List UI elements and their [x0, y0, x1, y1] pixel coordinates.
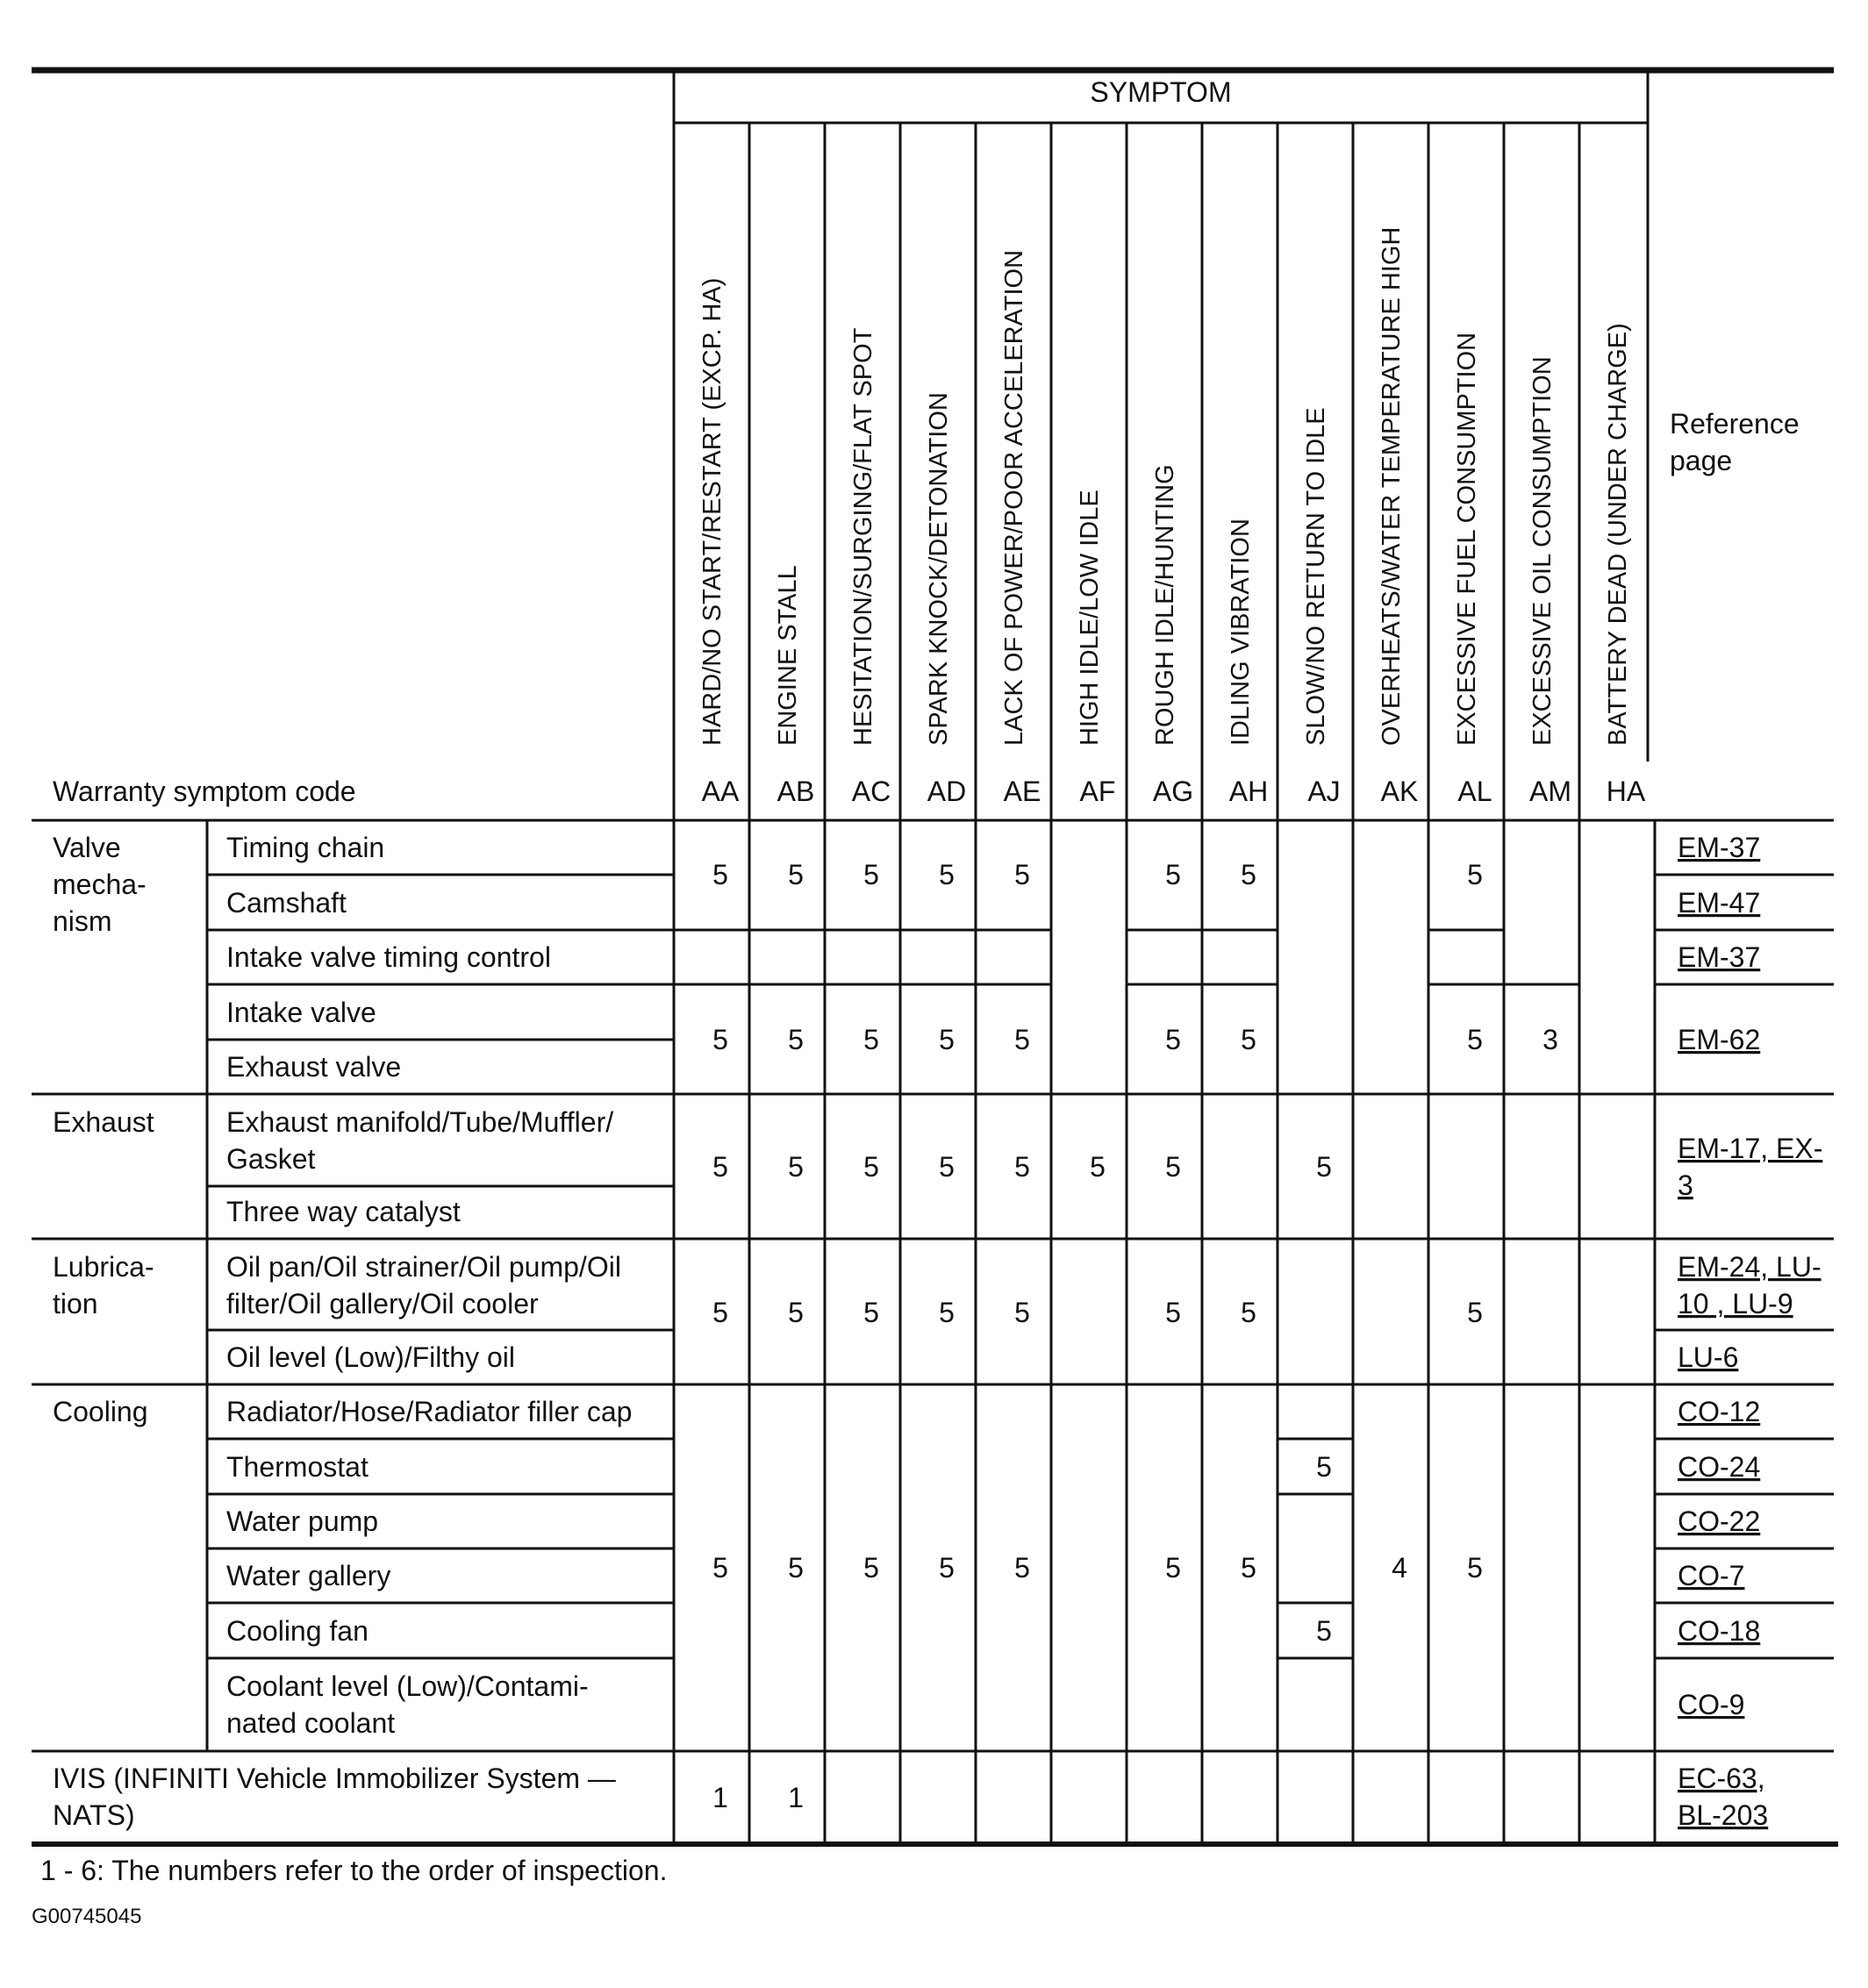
code-al: AL	[1457, 776, 1492, 807]
group-lubrication-line2: tion	[53, 1288, 98, 1319]
value-cell: 5	[712, 859, 728, 890]
item-cooling-fan: Cooling fan	[226, 1615, 369, 1647]
code-ah: AH	[1228, 776, 1269, 807]
reference-header-line2: page	[1670, 445, 1733, 476]
item-exhaust-manifold-line2: Gasket	[226, 1143, 316, 1175]
value-cell: 5	[712, 1552, 728, 1584]
item-radiator: Radiator/Hose/Radiator filler cap	[226, 1396, 633, 1427]
ref-radiator[interactable]: CO-12	[1678, 1396, 1761, 1427]
value-cell: 4	[1392, 1552, 1407, 1584]
item-coolant-level-line2: nated coolant	[226, 1707, 396, 1739]
ref-thermostat[interactable]: CO-24	[1678, 1451, 1761, 1483]
ref-exhaust-line2[interactable]: 3	[1678, 1169, 1693, 1201]
code-ae: AE	[1003, 776, 1041, 807]
symptom-label-am: EXCESSIVE OIL CONSUMPTION	[1528, 356, 1557, 746]
value-cell-cooling-fan-aj: 5	[1316, 1615, 1332, 1647]
value-cell: 5	[712, 1151, 728, 1183]
code-ha: HA	[1606, 776, 1646, 807]
warranty-label: Warranty symptom code	[53, 776, 356, 807]
value-cell: 5	[1467, 1024, 1483, 1055]
code-ab: AB	[777, 776, 815, 807]
value-cell: 5	[1014, 859, 1030, 890]
ref-exhaust-line1[interactable]: EM-17, EX-	[1678, 1133, 1823, 1164]
values-cooling	[712, 1451, 1483, 1647]
value-cell-ivis-aa: 1	[712, 1782, 728, 1813]
code-ac: AC	[851, 776, 891, 807]
item-water-gallery: Water gallery	[226, 1560, 391, 1591]
values-timing-camshaft	[712, 859, 1483, 890]
value-cell: 5	[1241, 1552, 1256, 1584]
values-exhaust	[712, 1151, 1332, 1183]
code-aj: AJ	[1307, 776, 1341, 807]
value-cell: 5	[1090, 1151, 1106, 1183]
value-cell: 5	[1165, 1552, 1181, 1584]
group-lubrication-line1: Lubrica-	[53, 1251, 154, 1283]
group-cooling: Cooling	[53, 1396, 148, 1427]
item-exhaust-valve: Exhaust valve	[226, 1051, 402, 1083]
value-cell: 5	[1014, 1151, 1030, 1183]
value-cell: 5	[1241, 1297, 1256, 1328]
value-cell: 5	[712, 1297, 728, 1328]
group-valve-line3: nism	[53, 905, 112, 937]
value-cell-thermostat-aj: 5	[1316, 1451, 1332, 1483]
item-three-way-catalyst: Three way catalyst	[226, 1196, 461, 1227]
value-cell: 5	[1241, 1024, 1256, 1055]
item-thermostat: Thermostat	[226, 1451, 369, 1483]
item-coolant-level-line1: Coolant level (Low)/Contami-	[226, 1670, 589, 1702]
value-cell: 5	[863, 859, 879, 890]
group-exhaust: Exhaust	[53, 1106, 154, 1138]
value-cell: 5	[1165, 1151, 1181, 1183]
value-cell: 5	[863, 1552, 879, 1584]
value-cell: 5	[1316, 1151, 1332, 1183]
group-ivis-line1: IVIS (INFINITI Vehicle Immobilizer System —	[53, 1763, 616, 1794]
symptom-label-af: HIGH IDLE/LOW IDLE	[1076, 490, 1104, 746]
figure-id: G00745045	[32, 1905, 142, 1928]
value-cell: 5	[788, 859, 804, 890]
symptom-label-ha: BATTERY DEAD (UNDER CHARGE)	[1604, 323, 1632, 746]
value-cell: 5	[863, 1151, 879, 1183]
values-lubrication	[712, 1297, 1483, 1328]
ref-timing-chain[interactable]: EM-37	[1678, 832, 1761, 863]
value-cell: 5	[939, 859, 955, 890]
ref-coolant-level[interactable]: CO-9	[1678, 1689, 1745, 1720]
code-ak: AK	[1380, 776, 1419, 807]
value-cell: 5	[1014, 1024, 1030, 1055]
value-cell: 5	[939, 1024, 955, 1055]
symptom-label-ah: IDLING VIBRATION	[1227, 518, 1255, 746]
symptom-label-ak: OVERHEATS/WATER TEMPERATURE HIGH	[1378, 226, 1406, 746]
footnote: 1 - 6: The numbers refer to the order of inspection.	[40, 1855, 668, 1886]
value-cell: 5	[1467, 1552, 1483, 1584]
values-intake-exhaust-valve	[712, 1024, 1558, 1055]
ref-ivis-line1[interactable]: EC-63,	[1678, 1763, 1765, 1794]
code-ag: AG	[1152, 776, 1194, 807]
symptom-label-ad: SPARK KNOCK/DETONATION	[925, 392, 953, 746]
value-cell: 5	[1014, 1552, 1030, 1584]
symptom-label-aa: HARD/NO START/RESTART (EXCP. HA)	[698, 277, 726, 746]
value-cell: 5	[1467, 859, 1483, 890]
value-cell: 5	[788, 1297, 804, 1328]
value-cell: 5	[1241, 859, 1256, 890]
value-cell: 5	[939, 1297, 955, 1328]
item-intake-valve-timing: Intake valve timing control	[226, 941, 551, 973]
value-cell: 5	[788, 1024, 804, 1055]
item-oil-level: Oil level (Low)/Filthy oil	[226, 1341, 515, 1373]
value-cell-ivis-ab: 1	[788, 1782, 804, 1813]
value-cell: 5	[1467, 1297, 1483, 1328]
ref-cooling-fan[interactable]: CO-18	[1678, 1615, 1761, 1647]
symptom-label-ae: LACK OF POWER/POOR ACCELERATION	[1000, 249, 1028, 746]
ref-camshaft[interactable]: EM-47	[1678, 887, 1761, 919]
code-am: AM	[1529, 776, 1571, 807]
ref-intake-valve-timing[interactable]: EM-37	[1678, 941, 1761, 973]
value-cell: 5	[788, 1552, 804, 1584]
value-cell: 5	[1165, 859, 1181, 890]
ref-lubrication-line1[interactable]: EM-24, LU-	[1678, 1251, 1821, 1283]
item-intake-valve: Intake valve	[226, 997, 376, 1028]
value-cell: 5	[1165, 1024, 1181, 1055]
value-cell: 5	[863, 1297, 879, 1328]
item-water-pump: Water pump	[226, 1505, 379, 1537]
group-ivis-line2: NATS)	[53, 1799, 135, 1831]
symptom-label-ab: ENGINE STALL	[774, 565, 802, 746]
item-oil-pan-line2: filter/Oil gallery/Oil cooler	[226, 1288, 539, 1319]
ref-ivis-line2[interactable]: BL-203	[1678, 1799, 1769, 1831]
reference-header-line1: Reference	[1670, 408, 1800, 440]
item-timing-chain: Timing chain	[226, 832, 385, 863]
ref-water-gallery[interactable]: CO-7	[1678, 1560, 1745, 1591]
symptom-label-aj: SLOW/NO RETURN TO IDLE	[1302, 407, 1330, 746]
item-oil-pan-line1: Oil pan/Oil strainer/Oil pump/Oil	[226, 1251, 621, 1283]
ref-oil-level[interactable]: LU-6	[1678, 1341, 1739, 1373]
symptom-header: SYMPTOM	[1090, 76, 1232, 108]
item-exhaust-manifold-line1: Exhaust manifold/Tube/Muffler/	[226, 1106, 614, 1138]
value-cell: 5	[788, 1151, 804, 1183]
symptom-label-ac: HESITATION/SURGING/FLAT SPOT	[849, 327, 877, 746]
code-aa: AA	[701, 776, 740, 807]
group-valve-line1: Valve	[53, 832, 121, 863]
ref-lubrication-line2[interactable]: 10 , LU-9	[1678, 1288, 1793, 1319]
value-cell: 5	[939, 1151, 955, 1183]
code-ad: AD	[927, 776, 967, 807]
symptom-label-al: EXCESSIVE FUEL CONSUMPTION	[1453, 332, 1481, 746]
ref-valves[interactable]: EM-62	[1678, 1024, 1761, 1055]
ref-water-pump[interactable]: CO-22	[1678, 1505, 1761, 1537]
code-af: AF	[1079, 776, 1116, 807]
value-cell: 5	[863, 1024, 879, 1055]
value-cell: 5	[939, 1552, 955, 1584]
value-cell: 5	[1165, 1297, 1181, 1328]
value-cell: 3	[1542, 1024, 1558, 1055]
symptom-label-ag: ROUGH IDLE/HUNTING	[1151, 464, 1179, 746]
value-cell: 5	[712, 1024, 728, 1055]
value-cell: 5	[1014, 1297, 1030, 1328]
group-valve-line2: mecha-	[53, 869, 147, 900]
item-camshaft: Camshaft	[226, 887, 347, 919]
